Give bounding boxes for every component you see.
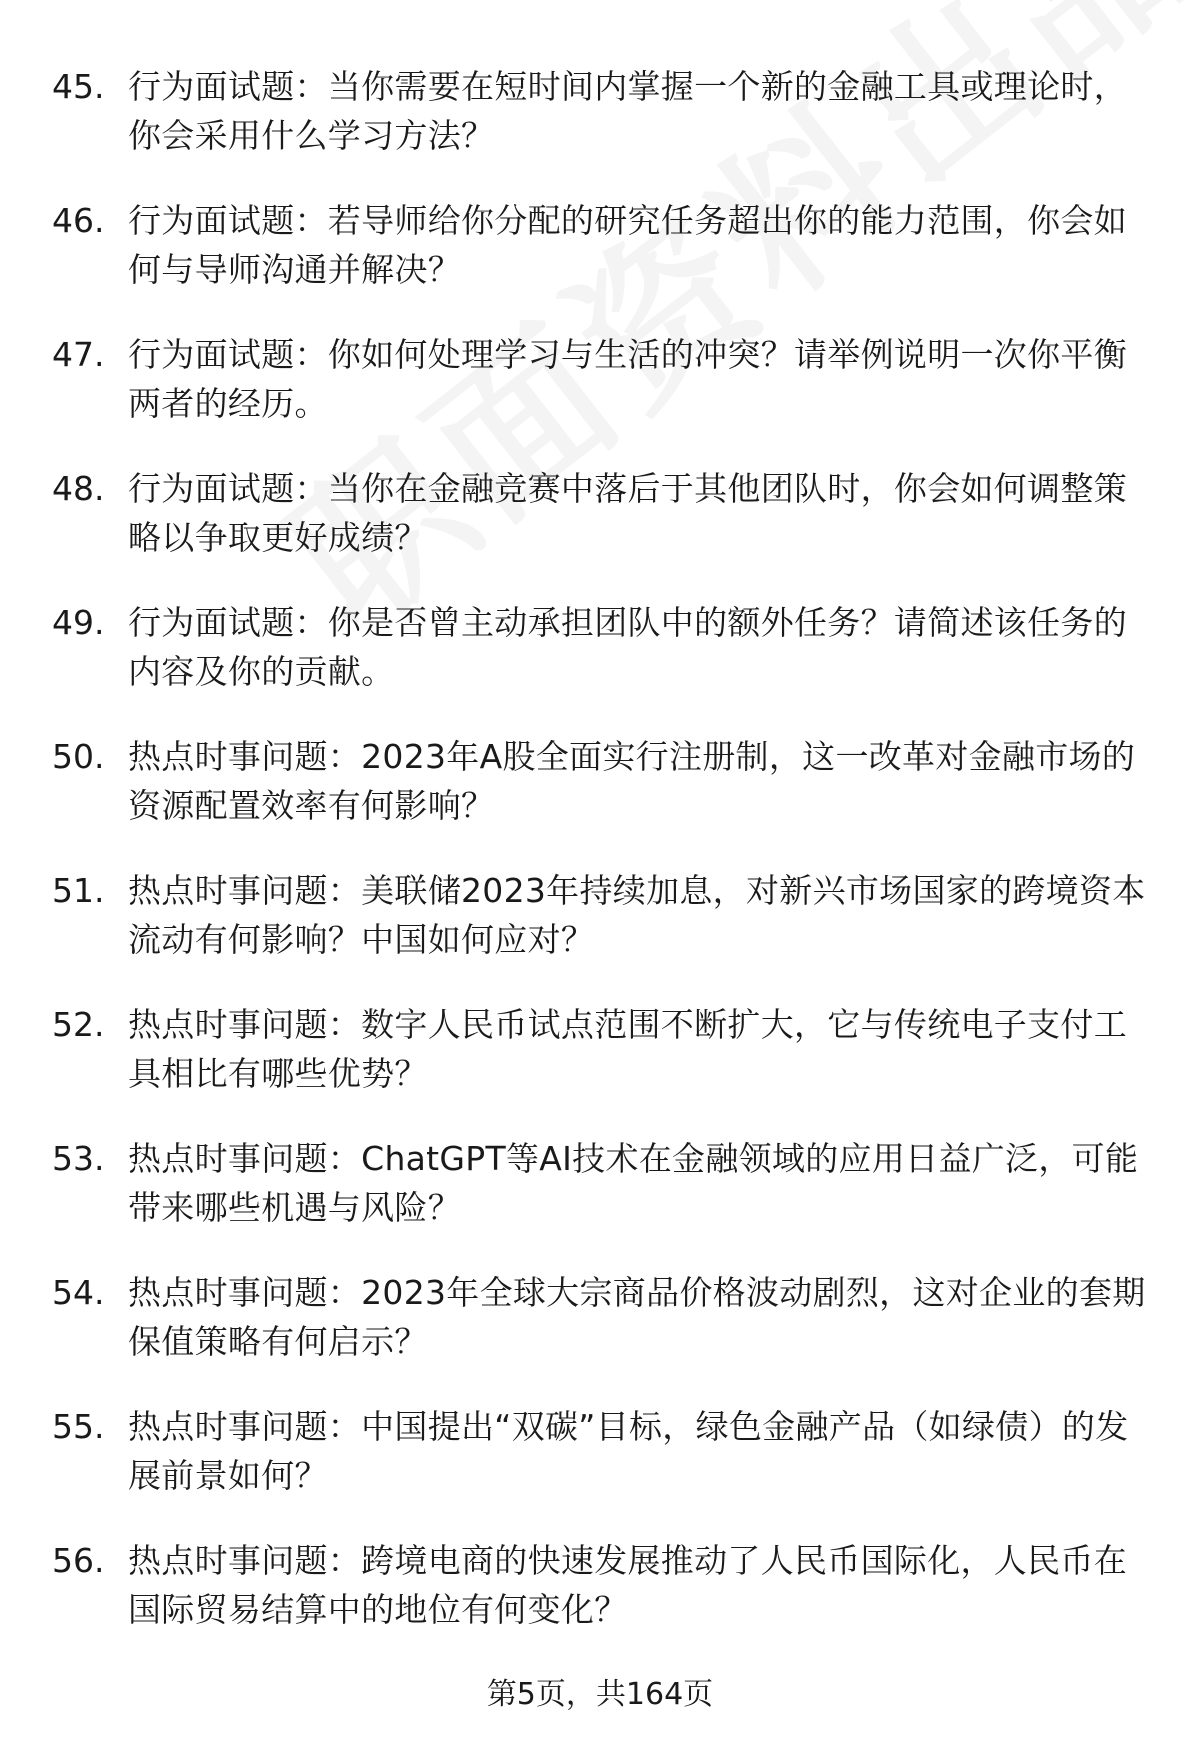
list-item (0, 732, 1200, 866)
question-number: 52. (52, 1005, 105, 1044)
question-number: 55. (52, 1407, 105, 1446)
question-number: 54. (52, 1273, 105, 1312)
question-number: 48. (52, 469, 105, 508)
question-text: 热点时事问题：中国提出“双碳”目标，绿色金融产品（如绿债）的发展前景如何？ (128, 1407, 1129, 1495)
list-item (0, 1268, 1200, 1402)
question-number: 51. (52, 871, 105, 910)
list-item (0, 1402, 1200, 1536)
list-item (0, 330, 1200, 464)
question-text: 行为面试题：当你需要在短时间内掌握一个新的金融工具或理论时，你会采用什么学习方法？ (128, 67, 1127, 155)
list-item (0, 1000, 1200, 1134)
list-item (0, 1536, 1200, 1670)
question-text: 热点时事问题：数字人民币试点范围不断扩大，它与传统电子支付工具相比有哪些优势？ (128, 1005, 1127, 1093)
question-text: 热点时事问题：ChatGPT等AI技术在金融领域的应用日益广泛，可能带来哪些机遇与风险？ (128, 1139, 1139, 1227)
question-number: 49. (52, 603, 105, 642)
question-text: 热点时事问题：2023年全球大宗商品价格波动剧烈，这对企业的套期保值策略有何启示？ (128, 1273, 1146, 1361)
list-item (0, 464, 1200, 598)
question-text: 热点时事问题：美联储2023年持续加息，对新兴市场国家的跨境资本流动有何影响？中国如何应对？ (128, 871, 1146, 959)
page-footer: 第5页，共164页 (486, 1677, 714, 1712)
list-item (0, 866, 1200, 1000)
question-text: 行为面试题：你如何处理学习与生活的冲突？请举例说明一次你平衡两者的经历。 (128, 335, 1127, 423)
list-item (0, 1134, 1200, 1268)
list-item (0, 598, 1200, 732)
question-text: 热点时事问题：2023年A股全面实行注册制，这一改革对金融市场的资源配置效率有何影响？ (128, 737, 1136, 825)
question-text: 热点时事问题：跨境电商的快速发展推动了人民币国际化，人民币在国际贸易结算中的地位有何变化？ (128, 1541, 1127, 1629)
question-number: 46. (52, 201, 105, 240)
question-text: 行为面试题：当你在金融竞赛中落后于其他团队时，你会如何调整策略以争取更好成绩？ (128, 469, 1127, 557)
question-text: 行为面试题：若导师给你分配的研究任务超出你的能力范围，你会如何与导师沟通并解决？ (128, 201, 1127, 289)
question-number: 45. (52, 67, 105, 106)
question-number: 50. (52, 737, 105, 776)
question-list (0, 62, 1200, 1670)
list-item (0, 62, 1200, 196)
question-number: 56. (52, 1541, 105, 1580)
question-number: 47. (52, 335, 105, 374)
question-text: 行为面试题：你是否曾主动承担团队中的额外任务？请简述该任务的内容及你的贡献。 (128, 603, 1127, 691)
list-item (0, 196, 1200, 330)
question-number: 53. (52, 1139, 105, 1178)
